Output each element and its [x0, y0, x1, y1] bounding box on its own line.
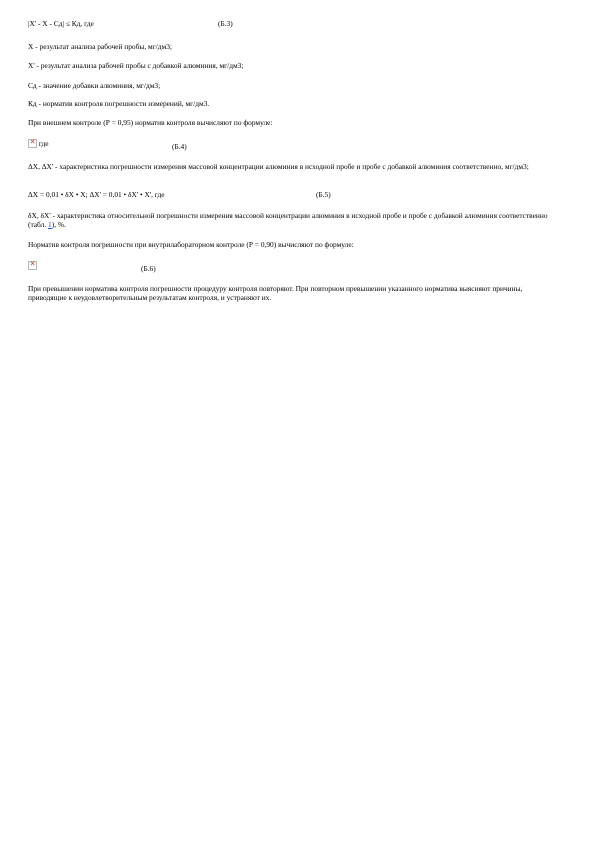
formula-b4-number: (Б.4) — [172, 142, 187, 151]
definition-x: Х - результат анализа рабочей пробы, мг/дм3; — [28, 42, 172, 51]
broken-image-icon — [28, 139, 37, 148]
definition-delta-relative — [28, 211, 560, 230]
intro-external-control: При внешнем контроле (Р = 0,95) норматив контроля вычисляют по формуле: — [28, 118, 273, 127]
definition-cd: Сд - значение добавки алюминия, мг/дм3; — [28, 81, 161, 90]
formula-b4-where: где — [38, 139, 49, 148]
formula-b3-text: |Х' - Х - Сд| ≤ Кд, где — [28, 19, 94, 28]
definition-delta-relative-text: δХ, δХ' - характеристика относительной погрешности измерения массовой концентрации алюминия в исходной пробе и пробе с добавкой алюминия соответственно (табл. — [28, 211, 548, 230]
formula-b4 — [28, 139, 563, 151]
formula-b5 — [28, 190, 563, 199]
formula-b3-number: (Б.3) — [218, 19, 233, 28]
definition-x-prime: Х' - результат анализа рабочей пробы с добавкой алюминия, мг/дм3; — [28, 61, 244, 70]
formula-b3 — [28, 19, 563, 28]
definition-delta-relative-suffix: ), %. — [51, 220, 66, 230]
formula-b6 — [28, 261, 563, 273]
table-1-link[interactable]: 1 — [48, 220, 52, 230]
formula-b6-number: (Б.6) — [141, 264, 156, 273]
broken-image-icon — [28, 261, 37, 270]
definition-delta: ΔХ, ΔХ' - характеристика погрешности измерения массовой концентрации алюминия в исходной пробе и пробе с добавкой алюминия соответственно, мг/дм3; — [28, 162, 529, 171]
definition-kd: Кд - норматив контроля погрешности измерений, мг/дм3. — [28, 99, 210, 108]
intro-intralab-control: Норматив контроля погрешности при внутрилабораторном контроле (Р = 0,90) вычисляют по формуле: — [28, 240, 354, 249]
final-paragraph: При превышении норматива контроля погрешности процедуру контроля повторяют. При повторном превышении указанного норматива выясняют причины, приводящие к неудовлетворительным результатам контроля, и устраняют их. — [28, 284, 523, 303]
formula-b5-text: ΔХ = 0,01 • δХ • Х; ΔХ' = 0,01 • δХ' • Х', где — [28, 190, 165, 199]
formula-b5-number: (Б.5) — [316, 190, 331, 199]
